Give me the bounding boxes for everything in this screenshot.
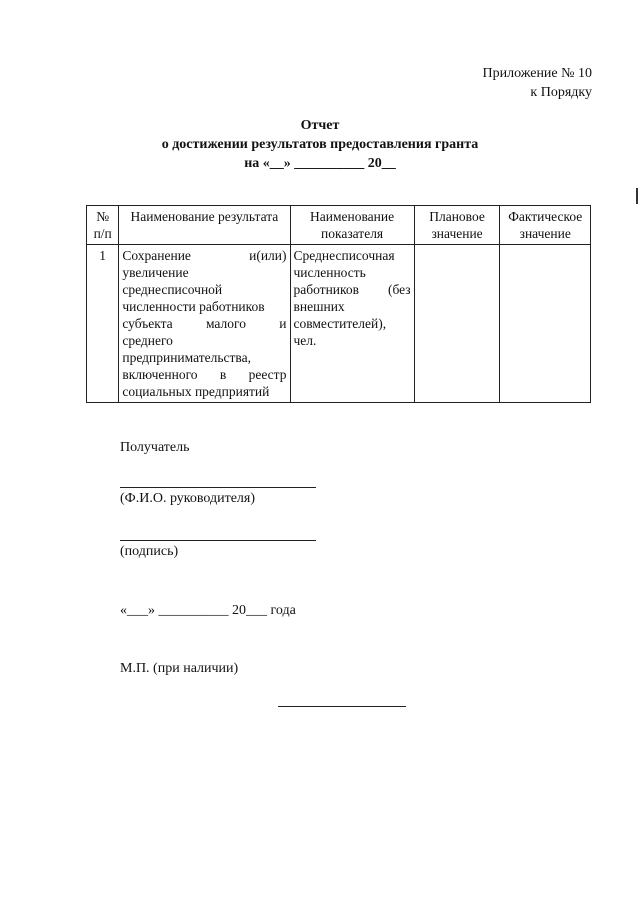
- indicator-line: [294, 298, 411, 315]
- result-cell: [119, 245, 290, 403]
- indicator-word: внешних: [293, 299, 345, 314]
- result-word: среднего: [122, 333, 173, 348]
- result-word: среднесписочной: [122, 282, 223, 297]
- appendix-reference: к Порядку: [530, 85, 592, 100]
- head-name-caption: (Ф.И.О. руководителя): [120, 491, 255, 506]
- table-header-row: [87, 206, 591, 245]
- result-text: [122, 247, 286, 400]
- result-word: реестр: [248, 367, 287, 382]
- result-word: в: [219, 367, 227, 382]
- result-line: [122, 298, 286, 315]
- indicator-line: [294, 281, 411, 298]
- result-line: [122, 247, 286, 264]
- scan-edge-mark: [636, 188, 638, 204]
- header-cell-indicator: Наименование показателя: [290, 206, 414, 245]
- result-word: Сохранение: [122, 248, 191, 263]
- indicator-line: [294, 247, 411, 264]
- date-line: «___» __________ 20___ года: [120, 603, 296, 618]
- signature-caption: (подпись): [120, 544, 179, 559]
- title-line-3: на «__» __________ 20__: [244, 156, 396, 171]
- row-number-cell: 1: [87, 245, 119, 403]
- result-line: [122, 332, 286, 349]
- indicator-text: [294, 247, 411, 349]
- indicator-line: [294, 332, 411, 349]
- result-word: включенного: [122, 367, 198, 382]
- title-line-2: о достижении результатов предоставления гранта: [161, 137, 479, 152]
- result-line: [122, 264, 286, 281]
- result-word: численности работников: [122, 299, 265, 314]
- result-line: [122, 383, 286, 400]
- appendix-number: Приложение № 10: [482, 66, 592, 81]
- result-word: и: [279, 316, 287, 331]
- report-table: [86, 205, 591, 403]
- result-word: и(или): [249, 248, 287, 263]
- report-title: [0, 116, 640, 173]
- result-word: малого: [205, 316, 246, 331]
- table-row: [87, 245, 591, 403]
- result-line: [122, 366, 286, 383]
- result-line: [122, 315, 286, 332]
- result-line: [122, 349, 286, 366]
- result-line: [122, 281, 286, 298]
- indicator-line: [294, 315, 411, 332]
- indicator-word: Среднесписочная: [293, 248, 395, 263]
- indicator-word: совместителей),: [293, 316, 387, 331]
- result-word: предпринимательства,: [122, 350, 251, 365]
- indicator-cell: [290, 245, 414, 403]
- title-line-1: Отчет: [300, 118, 340, 133]
- actual-value-cell: [500, 245, 591, 403]
- header-cell-number: № п/п: [87, 206, 119, 245]
- result-word: социальных предприятий: [122, 384, 270, 399]
- header-cell-actual: Фактическое значение: [500, 206, 591, 245]
- indicator-word: работников: [293, 282, 360, 297]
- indicator-word: численность: [293, 265, 366, 280]
- indicator-word: (без: [387, 282, 411, 297]
- recipient-label: Получатель: [120, 440, 190, 455]
- result-word: субъекта: [122, 316, 173, 331]
- appendix-header: [483, 64, 593, 102]
- stamp-line: [278, 706, 406, 707]
- stamp-label: М.П. (при наличии): [120, 661, 239, 676]
- head-name-line: [120, 487, 316, 488]
- indicator-word: чел.: [293, 333, 317, 348]
- header-cell-result: Наименование результата: [119, 206, 290, 245]
- planned-value-cell: [414, 245, 500, 403]
- signature-line: [120, 540, 316, 541]
- result-word: увеличение: [122, 265, 189, 280]
- header-cell-planned: Плановое значение: [414, 206, 500, 245]
- indicator-line: [294, 264, 411, 281]
